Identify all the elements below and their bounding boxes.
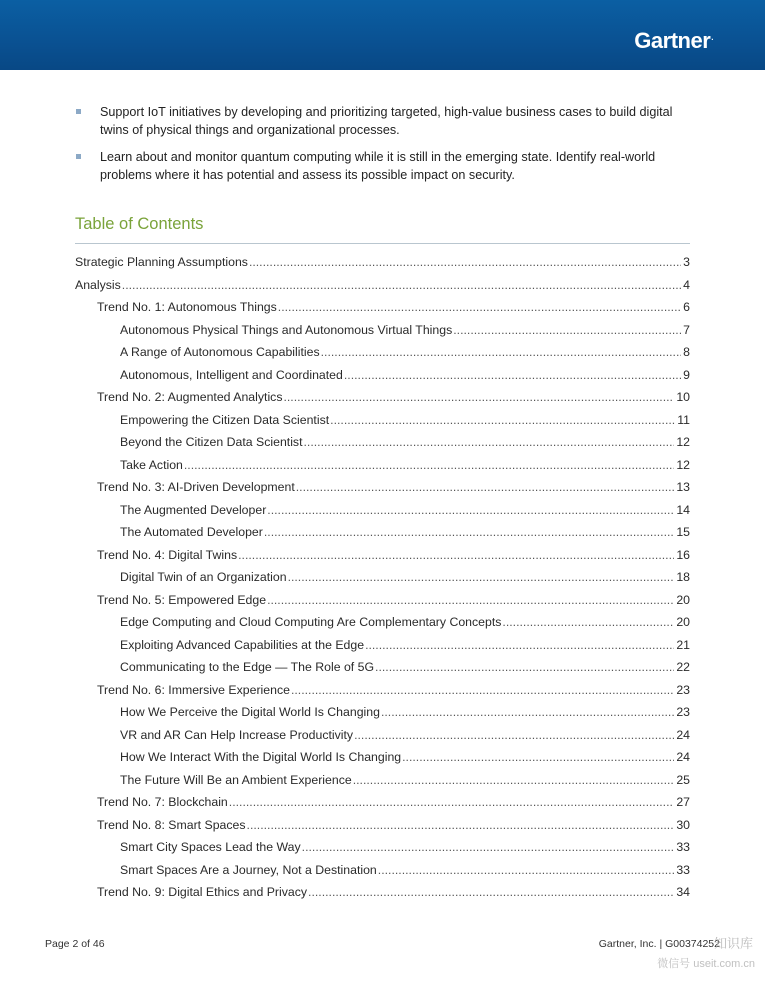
- toc-entry-page: 24: [676, 750, 690, 764]
- toc-leader-dots: [278, 296, 681, 319]
- toc-leader-dots: [344, 364, 681, 387]
- toc-entry-label: The Automated Developer: [120, 525, 263, 539]
- page-header: [0, 0, 765, 70]
- toc-entry-page: 27: [676, 795, 690, 809]
- toc-entry-page: 33: [676, 840, 690, 854]
- toc-entry[interactable]: [75, 566, 690, 589]
- toc-leader-dots: [247, 814, 675, 837]
- toc-entry-page: 7: [683, 322, 690, 337]
- toc-entry-page: 8: [683, 345, 690, 359]
- toc-leader-dots: [365, 634, 674, 657]
- toc-leader-dots: [264, 521, 674, 544]
- toc-entry[interactable]: [75, 701, 690, 724]
- toc-entry-page: 6: [683, 300, 690, 314]
- toc-entry-page: 20: [676, 592, 690, 607]
- toc-entry[interactable]: [75, 814, 690, 837]
- toc-entry-label: The Future Will Be an Ambient Experience: [120, 772, 352, 787]
- toc-entry-label: Trend No. 8: Smart Spaces: [97, 817, 246, 832]
- toc-entry-label: VR and AR Can Help Increase Productivity: [120, 727, 354, 742]
- toc-entry-label: Trend No. 9: Digital Ethics and Privacy: [97, 885, 308, 899]
- toc-leader-dots: [378, 859, 675, 882]
- toc-entry-page: 13: [676, 480, 690, 494]
- toc-entry[interactable]: [75, 341, 690, 364]
- toc-entry[interactable]: [75, 611, 690, 634]
- toc-title: Table of Contents: [75, 215, 204, 233]
- watermark-title: 知识库: [713, 936, 753, 951]
- toc-entry[interactable]: [75, 476, 690, 499]
- toc-entry-label: Digital Twin of an Organization: [120, 570, 287, 584]
- toc-leader-dots: [122, 274, 681, 297]
- toc-leader-dots: [238, 544, 674, 567]
- toc-entry[interactable]: [75, 499, 690, 522]
- toc-entry[interactable]: [75, 319, 690, 342]
- toc-leader-dots: [249, 251, 681, 274]
- watermark-caption: 微信号 useit.com.cn: [657, 958, 755, 970]
- toc-leader-dots: [283, 386, 674, 409]
- toc-divider: [75, 243, 690, 244]
- toc-entry-label: Smart Spaces Are a Journey, Not a Destination: [120, 862, 377, 877]
- toc-entry[interactable]: [75, 791, 690, 814]
- toc-entry[interactable]: [75, 836, 690, 859]
- gartner-logo: Gartner.: [634, 28, 713, 53]
- toc-entry-page: 12: [676, 435, 690, 449]
- toc-entry-page: 20: [676, 615, 690, 629]
- list-item: Learn about and monitor quantum computing while it is still in the emerging state. Identify real-world problems where it has potential and assess its possible impact on security.: [75, 148, 690, 184]
- toc-entry[interactable]: [75, 881, 690, 904]
- toc-entry-page: 4: [683, 277, 690, 292]
- toc-leader-dots: [288, 566, 675, 589]
- toc-entry-label: Empowering the Citizen Data Scientist: [120, 412, 330, 427]
- toc-entry-label: Trend No. 5: Empowered Edge: [97, 592, 267, 607]
- toc-leader-dots: [296, 476, 675, 499]
- toc-leader-dots: [267, 499, 674, 522]
- toc-entry-label: How We Interact With the Digital World Is Changing: [120, 750, 402, 764]
- recommendation-list: [75, 103, 690, 193]
- toc-entry-label: Exploiting Advanced Capabilities at the Edge: [120, 637, 365, 652]
- toc-entry-label: Edge Computing and Cloud Computing Are Complementary Concepts: [120, 615, 502, 629]
- toc-entry[interactable]: [75, 521, 690, 544]
- toc-entry-page: 3: [683, 255, 690, 269]
- toc-entry-page: 11: [677, 412, 690, 427]
- toc-leader-dots: [308, 881, 674, 904]
- toc-entry-page: 33: [676, 862, 690, 877]
- toc-entry-label: Analysis: [75, 277, 121, 292]
- toc-entry-label: Trend No. 4: Digital Twins: [97, 547, 238, 562]
- toc-entry[interactable]: [75, 296, 690, 319]
- toc-entry-label: Trend No. 3: AI-Driven Development: [97, 480, 295, 494]
- toc-entry-page: 22: [676, 660, 690, 674]
- toc-leader-dots: [304, 431, 675, 454]
- toc-entry-page: 24: [676, 727, 690, 742]
- toc-entry[interactable]: [75, 251, 690, 274]
- toc-entry[interactable]: [75, 589, 690, 612]
- toc-entry[interactable]: [75, 859, 690, 882]
- toc-leader-dots: [402, 746, 674, 769]
- toc-entry[interactable]: [75, 364, 690, 387]
- toc-entry[interactable]: [75, 386, 690, 409]
- toc-entry-label: Autonomous Physical Things and Autonomous Virtual Things: [120, 322, 453, 337]
- toc-entry-page: 21: [676, 637, 690, 652]
- toc-leader-dots: [302, 836, 675, 859]
- toc-entry-label: Trend No. 2: Augmented Analytics: [97, 390, 283, 404]
- toc-entry-page: 25: [676, 772, 690, 787]
- toc-leader-dots: [375, 656, 674, 679]
- toc-entry[interactable]: [75, 724, 690, 747]
- toc-entry-page: 10: [676, 390, 690, 404]
- toc-entry[interactable]: [75, 679, 690, 702]
- toc-entry[interactable]: [75, 431, 690, 454]
- toc-entry-label: Strategic Planning Assumptions: [75, 255, 248, 269]
- toc-leader-dots: [353, 769, 675, 792]
- toc-leader-dots: [330, 409, 675, 432]
- toc-entry-label: Smart City Spaces Lead the Way: [120, 840, 301, 854]
- toc-entry-label: The Augmented Developer: [120, 502, 267, 517]
- toc-entry-page: 23: [676, 705, 690, 719]
- toc-leader-dots: [354, 724, 674, 747]
- toc-entry[interactable]: [75, 274, 690, 297]
- toc-leader-dots: [453, 319, 681, 342]
- toc-entry-page: 9: [683, 367, 690, 382]
- toc-entry-label: How We Perceive the Digital World Is Changing: [120, 705, 380, 719]
- toc-entry-page: 18: [676, 570, 690, 584]
- toc-entry-page: 16: [676, 547, 690, 562]
- toc-leader-dots: [184, 454, 674, 477]
- bullet-square-icon: [76, 154, 81, 159]
- toc-entry-label: Autonomous, Intelligent and Coordinated: [120, 367, 343, 382]
- list-item: Support IoT initiatives by developing and prioritizing targeted, high-value business cases to build digital twins of physical things and organizational processes.: [75, 103, 690, 139]
- toc-entry-label: Trend No. 6: Immersive Experience: [97, 682, 290, 697]
- bullet-square-icon: [76, 109, 81, 114]
- toc-entry-page: 30: [676, 817, 690, 832]
- toc-leader-dots: [291, 679, 674, 702]
- toc-entry-page: 34: [676, 885, 690, 899]
- toc-leader-dots: [267, 589, 674, 612]
- toc-entry-page: 14: [676, 502, 690, 517]
- page-number: Page 2 of 46: [45, 938, 105, 950]
- toc-leader-dots: [229, 791, 675, 814]
- toc-entry-label: Take Action: [120, 457, 183, 472]
- toc-leader-dots: [381, 701, 674, 724]
- toc-entry-page: 15: [676, 525, 690, 539]
- toc-entry-label: Trend No. 1: Autonomous Things: [97, 300, 277, 314]
- toc-entry[interactable]: [75, 656, 690, 679]
- toc-entry-label: Beyond the Citizen Data Scientist: [120, 435, 303, 449]
- toc-entry[interactable]: [75, 769, 690, 792]
- toc-entry-page: 23: [676, 682, 690, 697]
- toc-entry-label: A Range of Autonomous Capabilities: [120, 345, 320, 359]
- toc-entry-page: 12: [676, 457, 690, 472]
- toc-entry[interactable]: [75, 634, 690, 657]
- footer-company: Gartner, Inc. | G00374252: [598, 938, 720, 950]
- toc-leader-dots: [321, 341, 682, 364]
- toc-leader-dots: [502, 611, 674, 634]
- toc-entry[interactable]: [75, 409, 690, 432]
- toc-entry-label: Trend No. 7: Blockchain: [97, 795, 228, 809]
- table-of-contents: [75, 251, 690, 904]
- toc-entry[interactable]: [75, 544, 690, 567]
- toc-entry[interactable]: [75, 746, 690, 769]
- toc-entry-label: Communicating to the Edge — The Role of 5G: [120, 660, 375, 674]
- toc-entry[interactable]: [75, 454, 690, 477]
